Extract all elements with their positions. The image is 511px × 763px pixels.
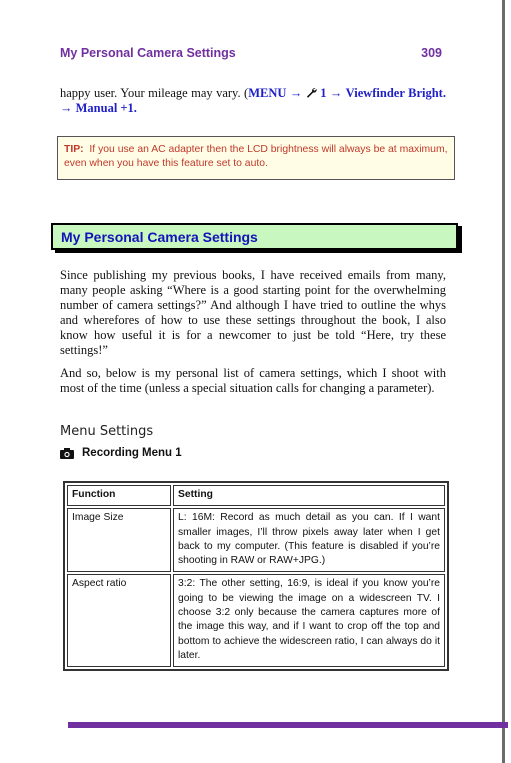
page-header <box>60 46 442 60</box>
tip-text: If you use an AC adapter then the LCD brightness will always be at maximum, even when you have this feature set to auto. <box>64 144 448 169</box>
table-cell-setting: 3:2: The other setting, 16:9, is ideal if you know you’re going to be viewing the image on a widescreen TV. I choose 3:2 only because the camera captures more of the image this way, and if I want to crop off the top and bottom to achieve the widescreen ratio, I can always do it later. <box>173 574 445 667</box>
header-title: My Personal Camera Settings <box>60 46 236 60</box>
body-paragraph-1: Since publishing my previous books, I have received emails from many, many people asking “Where is a good starting point for the overwhelming number of camera settings?” And although I have tried to outline the whys and wherefores of how to use these settings throughout the book, I also know how useful it is for a newcomer to just be told “Here, try these settings!” <box>60 268 446 357</box>
table-row <box>67 508 445 572</box>
table-cell-function: Image Size <box>67 508 171 572</box>
page-number: 309 <box>421 46 442 60</box>
camera-icon <box>60 448 74 459</box>
menu-path-end: 1 → Viewfinder Bright. → Manual +1. <box>60 86 446 115</box>
table-header-row <box>67 485 445 506</box>
menu-settings-heading: Menu Settings <box>60 424 154 439</box>
intro-text: happy user. Your mileage may vary. ( <box>60 86 249 100</box>
tip-box <box>57 136 455 180</box>
intro-paragraph <box>60 86 446 116</box>
table-row <box>67 574 445 667</box>
body-paragraph-2: And so, below is my personal list of camera settings, which I shoot with most of the time (unless a special situation calls for changing a parameter). <box>60 366 446 395</box>
table-header-function: Function <box>67 485 171 506</box>
wrench-icon <box>306 87 317 98</box>
table-header-setting: Setting <box>173 485 445 506</box>
section-heading: My Personal Camera Settings <box>51 223 458 250</box>
footer-rule <box>68 722 508 728</box>
recording-menu-label: Recording Menu 1 <box>82 447 182 459</box>
menu-path-start: MENU → <box>248 86 306 100</box>
recording-menu-heading <box>60 447 182 459</box>
settings-table <box>63 481 449 671</box>
table-cell-function: Aspect ratio <box>67 574 171 667</box>
tip-label: TIP: <box>64 144 84 155</box>
table-cell-setting: L: 16M: Record as much detail as you can. If I want smaller images, I’ll throw pixels away later when I get back to my computer. (This feature is disabled if you’re shooting in RAW or RAW+JPG.) <box>173 508 445 572</box>
